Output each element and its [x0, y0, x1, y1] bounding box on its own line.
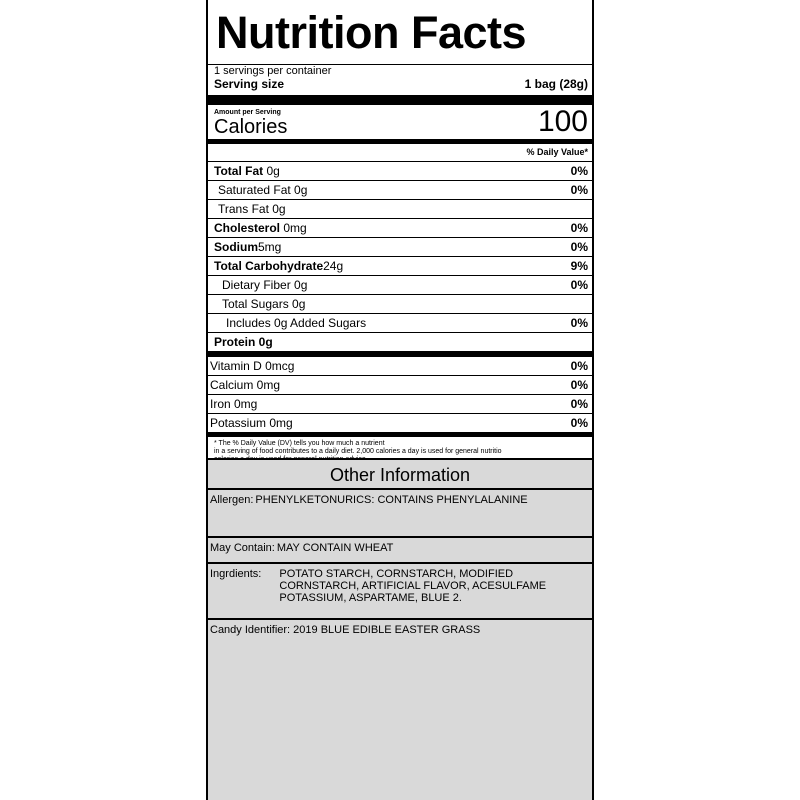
other-information-title: Other Information — [208, 460, 592, 490]
nutrient-name: Protein 0g — [214, 335, 273, 349]
daily-value-header: % Daily Value* — [526, 147, 588, 157]
candy-identifier-row — [208, 620, 592, 640]
amount-per-serving: Amount per Serving — [214, 109, 281, 116]
nutrient-dv: 0% — [570, 164, 588, 178]
nutrient-name: Dietary Fiber 0g — [222, 278, 308, 292]
allergen-value: PHENYLKETONURICS: CONTAINS PHENYLALANINE — [255, 494, 528, 506]
nutrient-row-dietary-fiber — [208, 275, 592, 294]
candy-identifier-value: 2019 BLUE EDIBLE EASTER GRASS — [293, 624, 481, 636]
nutrient-row-total-fat — [208, 161, 592, 180]
vitamin-dv: 0% — [570, 397, 588, 411]
calories-row — [208, 105, 592, 137]
nutrient-row-cholesterol — [208, 218, 592, 237]
nutrient-amount: 0mg — [283, 221, 307, 235]
allergen-row — [208, 490, 592, 538]
vitamin-name: Calcium 0mg — [210, 378, 281, 392]
vitamin-dv: 0% — [570, 378, 588, 392]
nutrient-dv: 0% — [570, 240, 588, 254]
nutrient-name: Includes 0g Added Sugars — [226, 316, 367, 330]
vitamin-row-calcium — [208, 375, 592, 394]
nutrient-row-saturated-fat — [208, 180, 592, 199]
ingredients-label: Ingrdients: — [210, 568, 262, 580]
nutrient-row-added-sugars — [208, 313, 592, 332]
footnote-line: * The % Daily Value (DV) tells you how much a nutrient — [214, 440, 385, 447]
allergen-label: Allergen: — [210, 494, 254, 506]
vitamin-name: Vitamin D 0mcg — [210, 359, 295, 373]
nutrient-amount: 24g — [323, 259, 344, 273]
nutrient-name: Saturated Fat 0g — [218, 183, 308, 197]
other-information-panel — [208, 458, 592, 800]
nutrient-dv: 0% — [570, 278, 588, 292]
nutrient-row-total-carbohydrate — [208, 256, 592, 275]
nutrient-name: Total Sugars 0g — [222, 297, 306, 311]
nutrition-label — [206, 0, 594, 800]
nutrient-dv: 0% — [570, 221, 588, 235]
nutrient-row-total-sugars — [208, 294, 592, 313]
nutrient-row-sodium — [208, 237, 592, 256]
nutrient-name: Total Fat — [214, 164, 264, 178]
may-contain-value: MAY CONTAIN WHEAT — [276, 542, 394, 554]
may-contain-row — [208, 538, 592, 564]
vitamin-row-potassium — [208, 413, 592, 432]
ingredients-value: POTATO STARCH, CORNSTARCH, MODIFIED CORNSTARCH, ARTIFICIAL FLAVOR, ACESULFAME POTASSIUM, ASPARTAME, BLUE 2. — [279, 568, 547, 604]
calories-label: Calories — [214, 116, 288, 138]
vitamin-dv: 0% — [570, 359, 588, 373]
nutrient-row-protein — [208, 332, 592, 351]
vitamin-row-vitamin-d — [208, 357, 592, 375]
nutrient-name: Sodium — [214, 240, 258, 254]
nutrient-row-trans-fat — [208, 199, 592, 218]
nutrient-amount: 5mg — [258, 240, 282, 254]
nutrient-amount: 0g — [266, 164, 280, 178]
serving-size-value: 1 bag (28g) — [524, 77, 588, 91]
nutrient-name: Total Carbohydrate — [214, 259, 324, 273]
nutrient-dv: 0% — [570, 316, 588, 330]
candy-identifier-label: Candy Identifier: — [210, 624, 291, 636]
vitamin-dv: 0% — [570, 416, 588, 430]
ingredients-row — [208, 564, 592, 620]
serving-size-row — [208, 77, 592, 95]
nutrient-dv: 0% — [570, 183, 588, 197]
label-title: Nutrition Facts — [216, 7, 527, 58]
vitamin-name: Iron 0mg — [210, 397, 258, 411]
servings-per-container: 1 servings per container — [214, 65, 332, 77]
serving-size-label: Serving size — [214, 77, 285, 91]
calories-value: 100 — [537, 105, 588, 138]
nutrient-name: Cholesterol — [214, 221, 281, 235]
nutrient-name: Trans Fat 0g — [218, 202, 286, 216]
footnote-line: in a serving of food contributes to a daily diet. 2,000 calories a day is used for general nutritio — [214, 448, 502, 455]
nutrient-dv: 9% — [570, 259, 588, 273]
vitamin-row-iron — [208, 394, 592, 413]
vitamin-name: Potassium 0mg — [210, 416, 293, 430]
may-contain-label: May Contain: — [210, 542, 275, 554]
